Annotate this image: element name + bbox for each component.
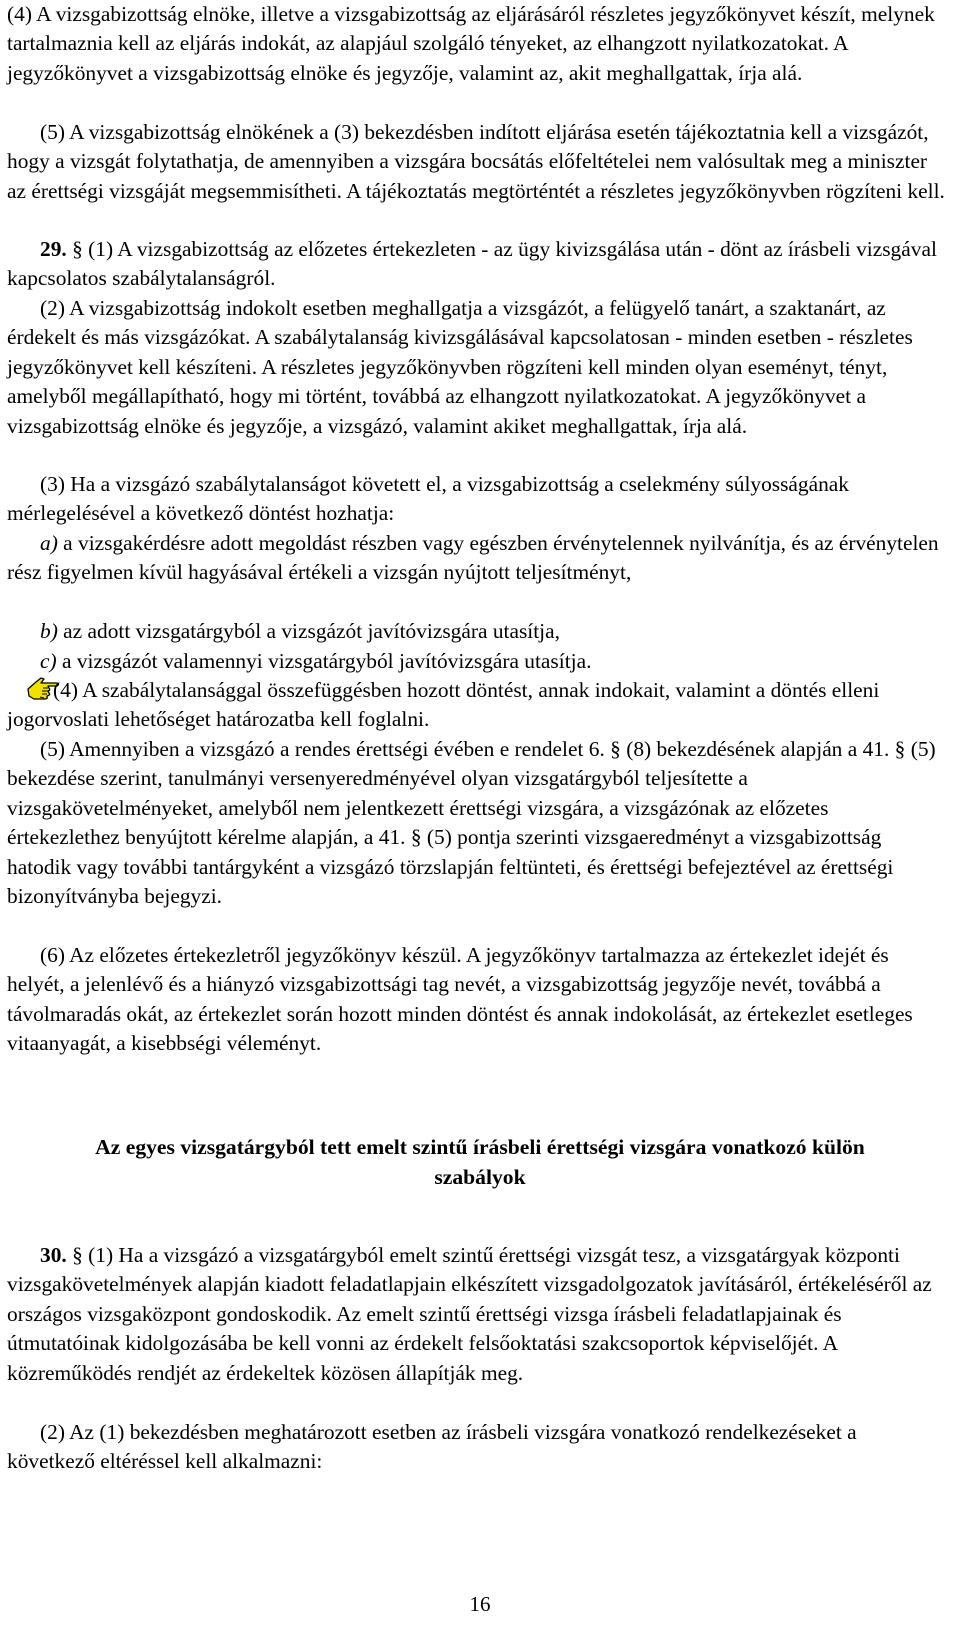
- paragraph-text: a vizsgázót valamennyi vizsgatárgyból javítóvizsgára utasítja.: [56, 649, 592, 673]
- paragraph-29-3: [7, 470, 945, 529]
- paragraph-text: (5) A vizsgabizottság elnökének a (3) bekezdésben indított eljárása esetén tájékoztatnia kell a vizsgázót, hogy a vizsgát folytathatja, de amennyiben a vizsgára bocsátás előfeltételei nem valósultak meg a miniszter az érettségi vizsgáját megsemmisítheti. A tájékoztatás megtörténtét a részletes jegyzőkönyvben rögzíteni kell.: [7, 120, 945, 203]
- paragraph-29-2: [7, 294, 945, 441]
- paragraph-text: (3) Ha a vizsgázó szabálytalanságot követett el, a vizsgabizottság a cselekmény súlyosságának mérlegelésével a következő döntést hozhatja:: [7, 472, 849, 526]
- item-label: c): [40, 649, 57, 673]
- paragraph-29-6: [7, 941, 945, 1059]
- paragraph-text: (2) Az (1) bekezdésben meghatározott esetben az írásbeli vizsgára vonatkozó rendelkezéseket a következő eltéréssel kell alkalmazni:: [7, 1420, 857, 1474]
- paragraph-text: § (1) Ha a vizsgázó a vizsgatárgyból emelt szintű érettségi vizsgát tesz, a vizsgatárgyak központi vizsgakövetelmények alapján kiadott feladatlapjain elkészített vizsgadolgozatok javításáról, értékeléséről az országos vizsgaközpont gondoskodik. Az emelt szintű érettségi vizsga írásbeli feladatlapjainak és útmutatóinak kidolgozásába be kell vonni az érdekelt felsőoktatási szakcsoportok képviselőjét. A közreműködés rendjét az érdekeltek közösen állapítják meg.: [7, 1243, 932, 1385]
- paragraph-text: § (1) A vizsgabizottság az előzetes értekezleten - az ügy kivizsgálása után - dönt az írásbeli vizsgával kapcsolatos szabálytalanságról.: [7, 237, 937, 291]
- paragraph-29-4[interactable]: [7, 676, 945, 735]
- paragraph-text: (5) Amennyiben a vizsgázó a rendes érettségi évében e rendelet 6. § (8) bekezdésének alapján a 41. § (5) bekezdése szerint, tanulmányi versenyeredményével olyan vizsgatárgyból teljesítette a vizsgakövetelményeket, amelyből nem jelentkezett érettségi vizsgára, a vizsgázónak az előzetes értekezlethez benyújtott kérelme alapján, a 41. § (5) pontja szerinti vizsgaeredményt a vizsgabizottság hatodik vagy további tantárgyként a vizsgázó törzslapján feltünteti, és érettségi befejeztével az érettségi bizonyítványba bejegyzi.: [7, 737, 936, 909]
- paragraph-29-3-a: [7, 529, 945, 588]
- item-label: b): [40, 619, 58, 643]
- paragraph-28-5: [7, 118, 945, 206]
- section-heading: [0, 1132, 960, 1192]
- section-30-1: [7, 1241, 945, 1388]
- paragraph-text: az adott vizsgatárgyból a vizsgázót javítóvizsgára utasítja,: [57, 619, 560, 643]
- paragraph-text: (6) Az előzetes értekezletről jegyzőkönyv készül. A jegyzőkönyv tartalmazza az értekezlet idejét és helyét, a jelenlévő és a hiányzó vizsgabizottsági tag nevét, a vizsgabizottság jegyzője nevét, továbbá a távolmaradás okát, az értekezlet során hozott minden döntést és annak indokolását, az értekezlet esetleges vitaanyagát, a kisebbségi véleményt.: [7, 943, 913, 1056]
- paragraph-28-4: [7, 0, 945, 88]
- pointing-hand-icon[interactable]: [17, 676, 51, 700]
- paragraph-29-3-c: [7, 647, 945, 676]
- paragraph-text: (4) A szabálytalansággal összefüggésben hozott döntést, annak indokait, valamint a döntés elleni jogorvoslati lehetőséget határozatba kell foglalni.: [7, 678, 880, 732]
- paragraph-text: (4) A vizsgabizottság elnöke, illetve a vizsgabizottság az eljárásáról részletes jegyzőkönyvet készít, melynek tartalmaznia kell az eljárás indokát, az alapjául szolgáló tényeket, az elhangzott nyilatkozatokat. A jegyzőkönyvet a vizsgabizottság elnöke és jegyzője, valamint az, akit meghallgattak, írja alá.: [7, 2, 935, 85]
- paragraph-text: (2) A vizsgabizottság indokolt esetben meghallgatja a vizsgázót, a felügyelő tanárt, a szaktanárt, az érdekelt és más vizsgázókat. A szabálytalanság kivizsgálásával kapcsolatosan - minden esetben - részletes jegyzőkönyvet kell készíteni. A részletes jegyzőkönyvben rögzíteni kell minden olyan eseményt, tényt, amelyből megállapítható, hogy mi történt, továbbá az elhangzott nyilatkozatokat. A jegyzőkönyvet a vizsgabizottság elnöke és jegyzője, a vizsgázó, valamint akiket meghallgattak, írja alá.: [7, 296, 913, 438]
- paragraph-30-2: [7, 1418, 945, 1477]
- paragraph-29-3-b: [7, 617, 945, 646]
- section-number: 29.: [40, 237, 67, 261]
- section-29-1: [7, 235, 945, 294]
- paragraph-text: a vizsgakérdésre adott megoldást részben vagy egészben érvénytelennek nyilvánítja, és az érvénytelen rész figyelmen kívül hagyásával értékeli a vizsgán nyújtott teljesítményt,: [7, 531, 939, 585]
- section-number: 30.: [40, 1243, 67, 1267]
- item-label: a): [40, 531, 58, 555]
- section-heading-line: Az egyes vizsgatárgyból tett emelt szintű írásbeli érettségi vizsgára vonatkozó külön: [95, 1135, 865, 1159]
- page-number: 16: [469, 1592, 491, 1616]
- paragraph-29-5: [7, 735, 945, 911]
- section-heading-line: szabályok: [434, 1165, 526, 1189]
